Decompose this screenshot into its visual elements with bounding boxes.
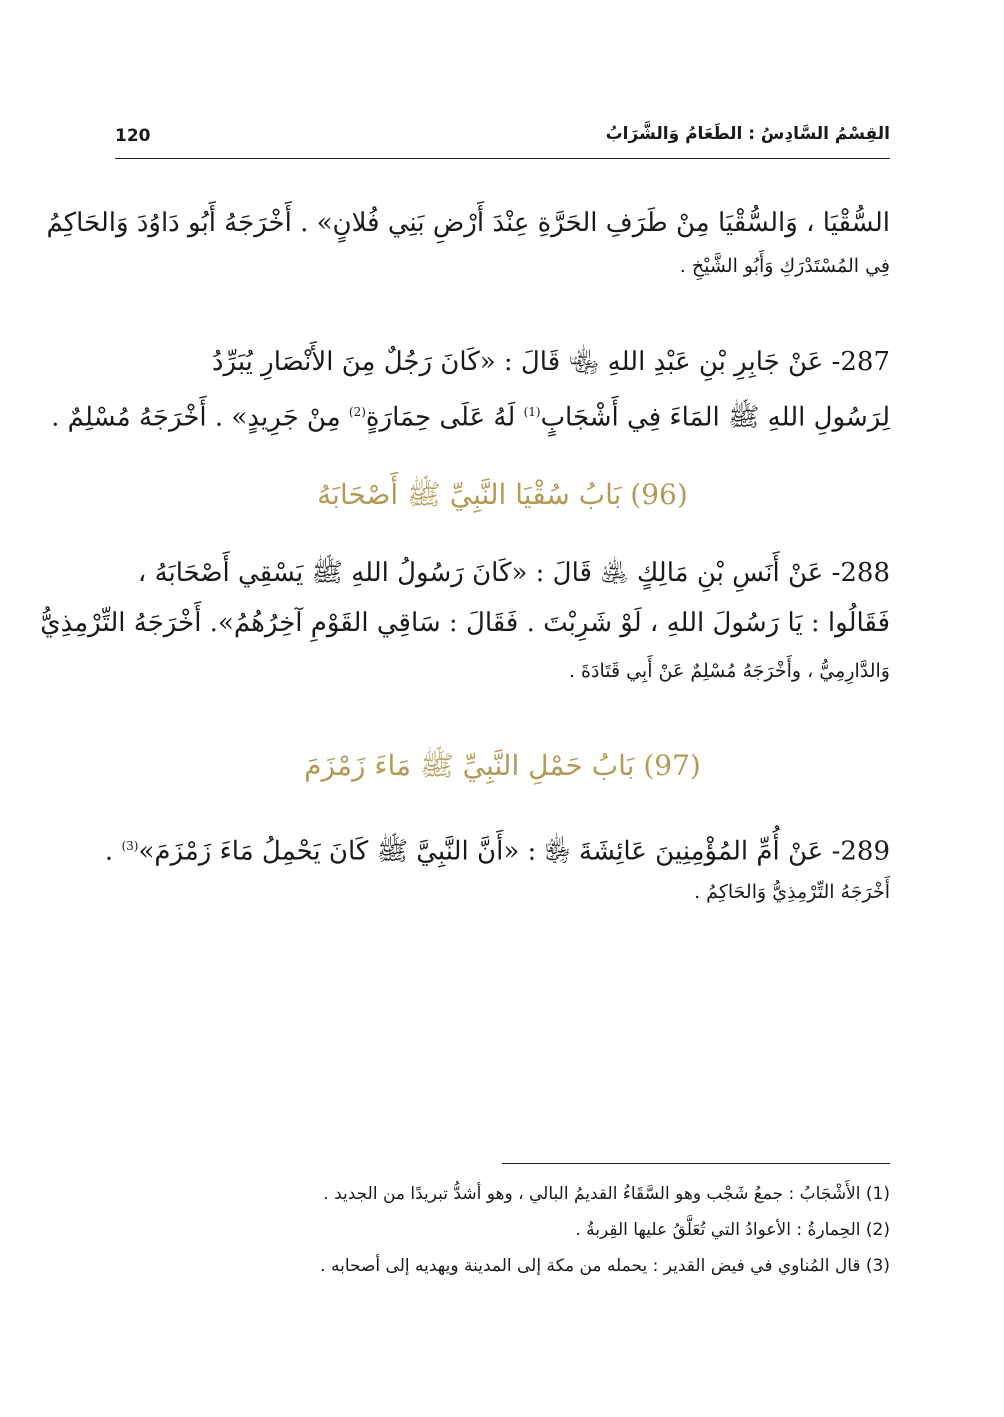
hadith-text: لَهُ عَلَى حِمَارَةٍ	[365, 402, 524, 433]
hadith-line: وَالدَّارِمِيُّ ، وأَخْرَجَهُ مُسْلِمٌ عَنْ أَبِي قَتَادَةَ .	[568, 660, 890, 682]
paragraph-line: السُّقْيَا ، وَالسُّقْيَا مِنْ طَرَفِ الحَرَّةِ عِنْدَ أَرْضِ بَنِي فُلانٍ» . أَخْرَجَهُ أَبُو دَاوُدَ وَالحَاكِمُ	[46, 208, 890, 238]
chapter-heading-97: (97) بَابُ حَمْلِ النَّبِيِّ ﷺ مَاءَ زَمْزَمَ	[304, 749, 701, 782]
footnote-ref-1: (1)	[523, 405, 541, 419]
hadith-text: 289- عَنْ أُمِّ المُؤْمِنِينَ عَائِشَةَ ﵂ : «أَنَّ النَّبِيَّ ﷺ كَانَ يَحْمِلُ مَاءَ زَمْزَمَ»	[138, 836, 890, 867]
running-head: القِسْمُ السَّادِسُ : الطَعَامُ وَالشَّرَابُ	[605, 124, 890, 144]
paragraph-intro	[46, 198, 890, 284]
hadith-line	[51, 387, 890, 437]
hadith-288	[40, 548, 890, 694]
hadith-line	[104, 820, 890, 872]
hadith-text: لِرَسُولِ اللهِ ﷺ المَاءَ فِي أَشْجَابٍ	[540, 402, 890, 433]
footnote-3: (3) قال المُناوي في فيض القدير : يحمله من مكة إلى المدينة ويهديه إلى أصحابه .	[320, 1256, 890, 1276]
footnote-ref-2: (2)	[348, 405, 366, 419]
hadith-text: .	[104, 836, 122, 867]
hadith-287	[51, 337, 890, 437]
page-number: 120	[115, 126, 151, 146]
footnote-2: (2) الحِمارةُ : الأعوادُ التي تُعَلَّقُ عليها القِربةُ .	[575, 1220, 890, 1240]
hadith-line: فَقَالُوا : يَا رَسُولَ اللهِ ، لَوْ شَرِبْتَ . فَقَالَ : سَاقِي القَوْمِ آخِرُهُمُ». أَخْرَجَهُ التِّرْمِذِيُّ	[40, 608, 890, 638]
page-header	[115, 118, 890, 159]
footnote-ref-3: (3)	[121, 839, 139, 853]
hadith-289	[104, 820, 890, 912]
hadith-line: 287- عَنْ جَابِرِ بْنِ عَبْدِ اللهِ ﵄ قَالَ : «كَانَ رَجُلٌ مِنَ الأَنْصَارِ يُبَرِّدُ	[211, 347, 890, 377]
hadith-line: أَخْرَجَهُ التِّرْمِذِيُّ وَالحَاكِمُ .	[694, 881, 890, 903]
paragraph-line: فِي المُسْتَدْرَكِ وَأَبُو الشَّيْخِ .	[679, 255, 890, 277]
chapter-heading-96: (96) بَابُ سُقْيَا النَّبِيِّ ﷺ أَصْحَابَهُ	[317, 478, 688, 511]
hadith-line: 288- عَنْ أَنَسِ بْنِ مَالِكٍ ﵁ قَالَ : «كَانَ رَسُولُ اللهِ ﷺ يَسْقِي أَصْحَابَهُ ،	[137, 558, 890, 588]
footnote-divider	[502, 1163, 890, 1164]
footnote-1: (1) الأَشْجَابُ : جمعُ شَجْب وهو السَّقَاءُ القديمُ البالي ، وهو أشدُّ تبريدًا من الجديد .	[323, 1184, 890, 1204]
footnotes	[115, 1176, 890, 1284]
hadith-text: مِنْ جَرِيدٍ» . أَخْرَجَهُ مُسْلِمٌ .	[51, 402, 349, 433]
